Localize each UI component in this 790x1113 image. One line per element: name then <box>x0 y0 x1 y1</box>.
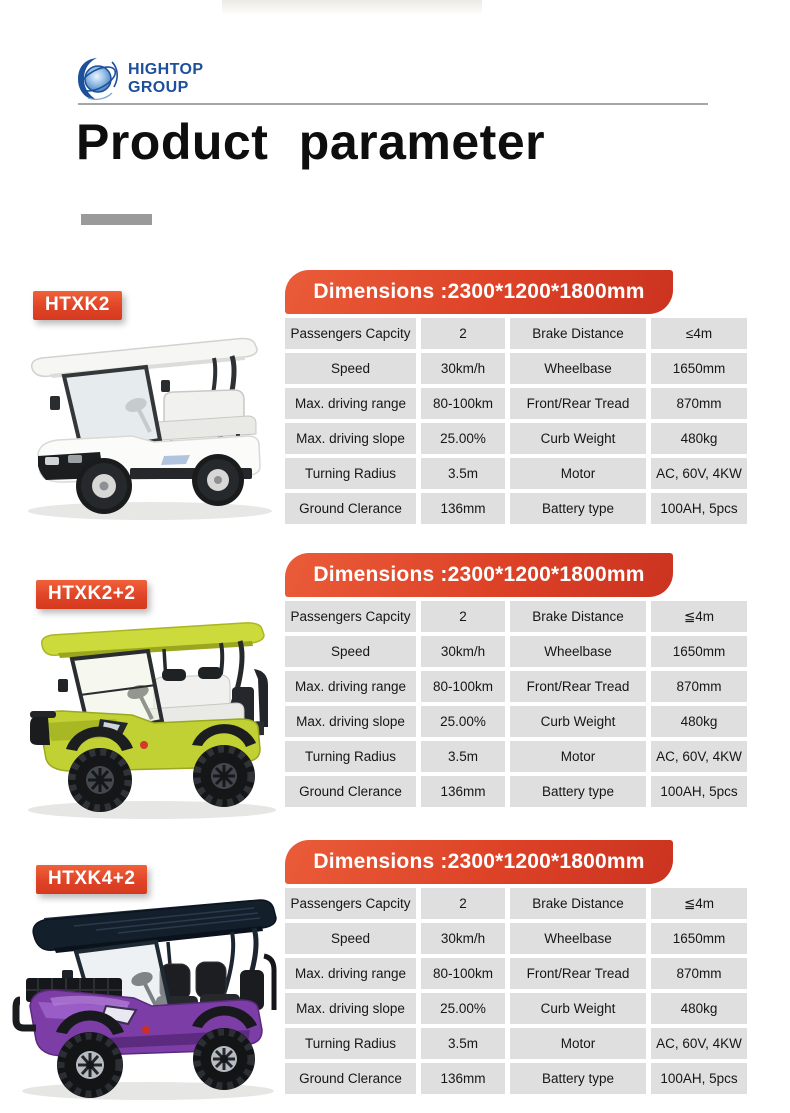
golf-cart-illustration <box>16 599 284 824</box>
spec-label: Front/Rear Tread <box>510 958 646 989</box>
page-title: Product parameter <box>76 114 546 170</box>
spec-value: 480kg <box>651 706 747 737</box>
spec-label: Turning Radius <box>285 741 416 772</box>
spec-value: 100AH, 5pcs <box>651 493 747 524</box>
logo-text <box>128 61 203 96</box>
spec-label: Turning Radius <box>285 1028 416 1059</box>
spec-label: Battery type <box>510 493 646 524</box>
spec-value: 30km/h <box>421 353 505 384</box>
spec-label: Ground Clerance <box>285 776 416 807</box>
spec-value: 25.00% <box>421 423 505 454</box>
spec-label: Curb Weight <box>510 706 646 737</box>
logo-line2: GROUP <box>128 79 189 96</box>
spec-value: 100AH, 5pcs <box>651 776 747 807</box>
spec-label: Wheelbase <box>510 353 646 384</box>
spec-value: 3.5m <box>421 1028 505 1059</box>
product-photo-purple-golf-cart <box>10 878 282 1106</box>
spec-value: AC, 60V, 4KW <box>651 458 747 489</box>
spec-label: Front/Rear Tread <box>510 388 646 419</box>
spec-label: Front/Rear Tread <box>510 671 646 702</box>
spec-label: Brake Distance <box>510 888 646 919</box>
spec-value: 1650mm <box>651 923 747 954</box>
spec-label: Passengers Capcity <box>285 888 416 919</box>
spec-value: 480kg <box>651 993 747 1024</box>
spec-label: Wheelbase <box>510 923 646 954</box>
spec-value: 480kg <box>651 423 747 454</box>
spec-value: 3.5m <box>421 741 505 772</box>
product-section-htxk2 <box>0 268 790 551</box>
company-logo <box>76 56 203 102</box>
spec-value: 80-100km <box>421 671 505 702</box>
cropped-photo-edge <box>222 0 482 15</box>
spec-value: 1650mm <box>651 353 747 384</box>
spec-label: Motor <box>510 741 646 772</box>
golf-cart-illustration <box>10 878 282 1106</box>
spec-label: Max. driving slope <box>285 993 416 1024</box>
spec-value: AC, 60V, 4KW <box>651 741 747 772</box>
product-section-htxk4plus2 <box>0 838 790 1113</box>
header-divider <box>78 103 708 105</box>
spec-value: 80-100km <box>421 388 505 419</box>
model-name: HTXK4+2 <box>48 868 136 889</box>
spec-label: Max. driving slope <box>285 423 416 454</box>
spec-label: Turning Radius <box>285 458 416 489</box>
spec-label: Speed <box>285 353 416 384</box>
product-section-htxk2plus2 <box>0 551 790 834</box>
spec-label: Curb Weight <box>510 993 646 1024</box>
spec-label: Max. driving range <box>285 671 416 702</box>
spec-label: Max. driving slope <box>285 706 416 737</box>
spec-label: Brake Distance <box>510 601 646 632</box>
logo-line1: HIGHTOP <box>128 61 204 79</box>
spec-label: Max. driving range <box>285 958 416 989</box>
spec-value: 2 <box>421 888 505 919</box>
model-badge <box>36 865 147 894</box>
spec-value: 100AH, 5pcs <box>651 1063 747 1094</box>
spec-value: 870mm <box>651 388 747 419</box>
spec-label: Max. driving range <box>285 388 416 419</box>
spec-value: 80-100km <box>421 958 505 989</box>
golf-cart-illustration <box>12 304 280 526</box>
spec-label: Curb Weight <box>510 423 646 454</box>
spec-label: Battery type <box>510 776 646 807</box>
spec-label: Ground Clerance <box>285 1063 416 1094</box>
globe-icon <box>76 56 120 102</box>
title-underline-bar <box>81 214 152 225</box>
spec-value: ≦4m <box>651 601 747 632</box>
spec-value: 870mm <box>651 958 747 989</box>
model-name: HTXK2+2 <box>48 583 136 604</box>
spec-value: 3.5m <box>421 458 505 489</box>
product-photo-yellow-golf-cart <box>16 599 284 824</box>
model-badge <box>36 580 147 609</box>
spec-label: Speed <box>285 923 416 954</box>
spec-label: Speed <box>285 636 416 667</box>
spec-label: Passengers Capcity <box>285 318 416 349</box>
spec-table <box>285 601 747 807</box>
spec-value: AC, 60V, 4KW <box>651 1028 747 1059</box>
spec-table <box>285 888 747 1094</box>
spec-value: 30km/h <box>421 636 505 667</box>
spec-value: ≤4m <box>651 318 747 349</box>
spec-value: 136mm <box>421 493 505 524</box>
spec-value: 870mm <box>651 671 747 702</box>
product-photo-white-golf-cart <box>12 304 280 526</box>
spec-label: Brake Distance <box>510 318 646 349</box>
spec-value: 2 <box>421 318 505 349</box>
spec-value: 136mm <box>421 776 505 807</box>
spec-value: 2 <box>421 601 505 632</box>
spec-value: 25.00% <box>421 706 505 737</box>
dimensions-banner: Dimensions :2300*1200*1800mm <box>285 270 673 314</box>
spec-label: Ground Clerance <box>285 493 416 524</box>
model-name: HTXK2 <box>45 294 110 315</box>
spec-value: 1650mm <box>651 636 747 667</box>
spec-value: ≦4m <box>651 888 747 919</box>
spec-value: 25.00% <box>421 993 505 1024</box>
model-badge <box>33 291 122 320</box>
spec-label: Battery type <box>510 1063 646 1094</box>
spec-value: 30km/h <box>421 923 505 954</box>
spec-label: Wheelbase <box>510 636 646 667</box>
spec-label: Passengers Capcity <box>285 601 416 632</box>
spec-label: Motor <box>510 458 646 489</box>
dimensions-banner: Dimensions :2300*1200*1800mm <box>285 840 673 884</box>
spec-label: Motor <box>510 1028 646 1059</box>
spec-table <box>285 318 747 524</box>
spec-value: 136mm <box>421 1063 505 1094</box>
dimensions-banner: Dimensions :2300*1200*1800mm <box>285 553 673 597</box>
